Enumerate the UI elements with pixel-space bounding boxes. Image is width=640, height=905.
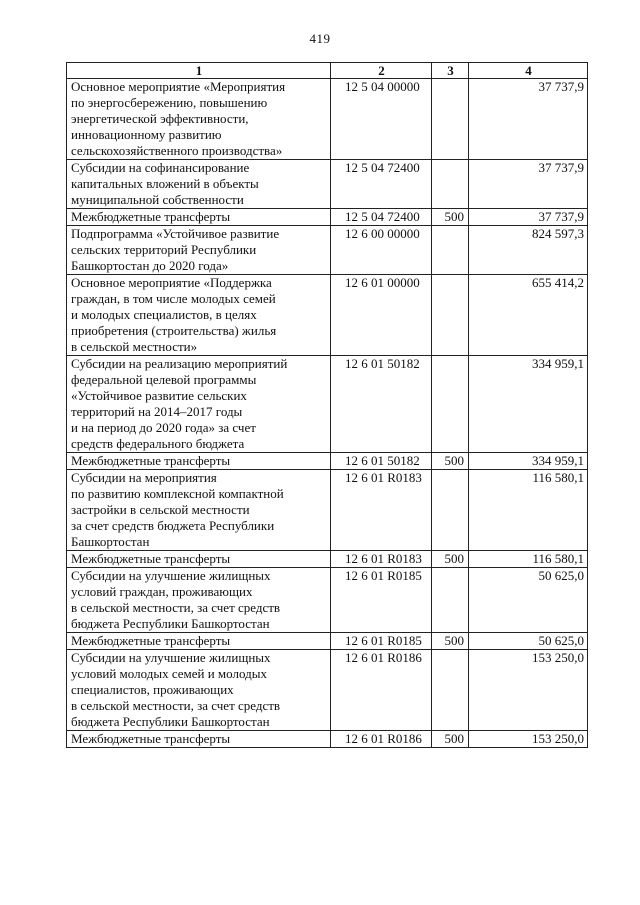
row-type: 500 (432, 551, 469, 568)
row-amount: 37 737,9 (469, 209, 588, 226)
table-row (67, 356, 588, 453)
row-amount: 116 580,1 (469, 551, 588, 568)
row-amount: 37 737,9 (469, 79, 588, 160)
column-header-name: 1 (67, 63, 331, 79)
row-type (432, 160, 469, 209)
table-row (67, 226, 588, 275)
row-name: Основное мероприятие «Поддержка граждан, в том числе молодых семей и молодых специалистов, в целях приобретения (строительства) жилья в сельской местности» (67, 275, 331, 356)
row-code: 12 6 01 R0183 (331, 470, 432, 551)
row-amount: 334 959,1 (469, 453, 588, 470)
row-name: Субсидии на мероприятия по развитию комплексной компактной застройки в сельской местности за счет средств бюджета Республики Башкортостан (67, 470, 331, 551)
table-row (67, 568, 588, 633)
row-type (432, 650, 469, 731)
row-code: 12 6 01 R0183 (331, 551, 432, 568)
row-code: 12 6 01 50182 (331, 453, 432, 470)
table-row (67, 453, 588, 470)
row-code: 12 6 01 R0185 (331, 633, 432, 650)
row-type: 500 (432, 209, 469, 226)
row-code: 12 6 01 R0185 (331, 568, 432, 633)
column-header-code: 2 (331, 63, 432, 79)
row-name: Субсидии на реализацию мероприятий федеральной целевой программы «Устойчивое развитие сельских территорий на 2014–2017 годы и на период до 2020 года» за счет средств федерального бюджета (67, 356, 331, 453)
row-amount: 116 580,1 (469, 470, 588, 551)
table-row (67, 731, 588, 748)
row-type: 500 (432, 633, 469, 650)
row-type: 500 (432, 731, 469, 748)
row-amount: 153 250,0 (469, 650, 588, 731)
row-code: 12 5 04 00000 (331, 79, 432, 160)
budget-table (66, 62, 588, 748)
row-type (432, 470, 469, 551)
row-code: 12 6 01 50182 (331, 356, 432, 453)
row-code: 12 5 04 72400 (331, 209, 432, 226)
row-amount: 824 597,3 (469, 226, 588, 275)
row-amount: 37 737,9 (469, 160, 588, 209)
table-header-row (67, 63, 588, 79)
row-name: Субсидии на улучшение жилищных условий граждан, проживающих в сельской местности, за счет средств бюджета Республики Башкортостан (67, 568, 331, 633)
row-name: Межбюджетные трансферты (67, 453, 331, 470)
row-type (432, 226, 469, 275)
column-header-type: 3 (432, 63, 469, 79)
row-name: Субсидии на софинансирование капитальных вложений в объекты муниципальной собственности (67, 160, 331, 209)
row-code: 12 6 01 00000 (331, 275, 432, 356)
table-row (67, 275, 588, 356)
row-name: Межбюджетные трансферты (67, 209, 331, 226)
row-name: Субсидии на улучшение жилищных условий молодых семей и молодых специалистов, проживающих в сельской местности, за счет средств бюджета Республики Башкортостан (67, 650, 331, 731)
row-name: Подпрограмма «Устойчивое развитие сельских территорий Республики Башкортостан до 2020 года» (67, 226, 331, 275)
row-amount: 153 250,0 (469, 731, 588, 748)
row-type: 500 (432, 453, 469, 470)
row-type (432, 356, 469, 453)
row-code: 12 6 00 00000 (331, 226, 432, 275)
row-type (432, 275, 469, 356)
table-row (67, 650, 588, 731)
table-row (67, 79, 588, 160)
row-amount: 655 414,2 (469, 275, 588, 356)
row-code: 12 6 01 R0186 (331, 650, 432, 731)
row-type (432, 79, 469, 160)
table-row (67, 209, 588, 226)
row-name: Основное мероприятие «Мероприятия по энергосбережению, повышению энергетической эффективности, инновационному развитию сельскохозяйственного производства» (67, 79, 331, 160)
row-name: Межбюджетные трансферты (67, 633, 331, 650)
row-name: Межбюджетные трансферты (67, 731, 331, 748)
table-row (67, 551, 588, 568)
table-row (67, 470, 588, 551)
table-row (67, 160, 588, 209)
row-amount: 50 625,0 (469, 633, 588, 650)
row-amount: 50 625,0 (469, 568, 588, 633)
row-name: Межбюджетные трансферты (67, 551, 331, 568)
table-row (67, 633, 588, 650)
row-type (432, 568, 469, 633)
row-code: 12 6 01 R0186 (331, 731, 432, 748)
row-amount: 334 959,1 (469, 356, 588, 453)
page-number: 419 (309, 31, 331, 46)
column-header-amount: 4 (469, 63, 588, 79)
row-code: 12 5 04 72400 (331, 160, 432, 209)
